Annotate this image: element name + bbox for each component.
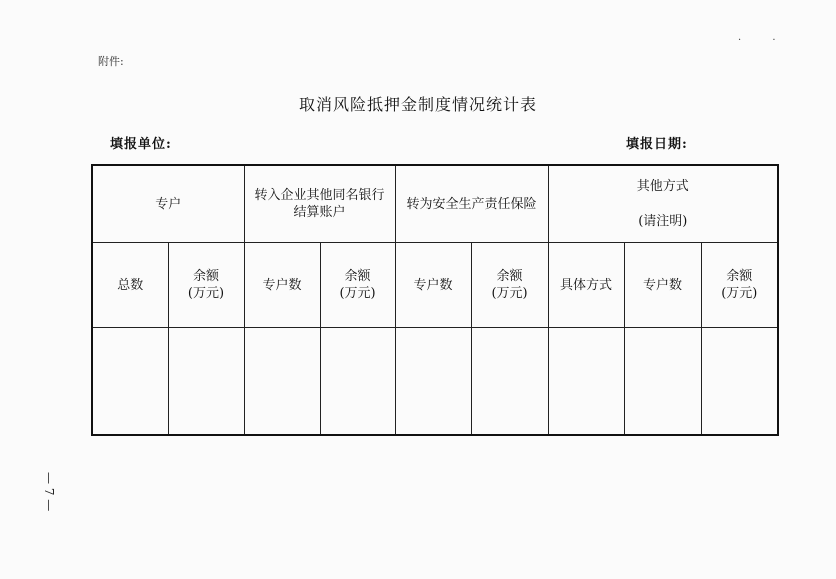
- page-number: [42, 472, 56, 511]
- data-cell[interactable]: [395, 328, 471, 436]
- fill-date-label: 填报日期:: [626, 137, 688, 152]
- sub-header-row: [92, 243, 778, 328]
- subheader-cell: 余额 (万元): [168, 243, 244, 328]
- subheader-cell: 专户数: [624, 243, 701, 328]
- subheader-cell: 专户数: [244, 243, 320, 328]
- other-methods-note: (请注明): [638, 214, 688, 229]
- data-cell[interactable]: [168, 328, 244, 436]
- data-cell[interactable]: [92, 328, 168, 436]
- group-transfer-account: 转入企业其他同名银行结算账户: [244, 165, 395, 243]
- subheader-cell: 专户数: [395, 243, 471, 328]
- fill-unit-label: 填报单位:: [110, 137, 172, 152]
- group-header-row: [92, 165, 778, 243]
- corner-marks: · ·: [738, 35, 790, 46]
- subheader-cell: 余额 (万元): [701, 243, 778, 328]
- subheader-cell: 余额 (万元): [471, 243, 548, 328]
- data-cell[interactable]: [320, 328, 395, 436]
- group-special-account: 专户: [92, 165, 244, 243]
- data-cell[interactable]: [548, 328, 624, 436]
- page-number-text: — 7 —: [42, 472, 56, 512]
- subheader-cell: 余额 (万元): [320, 243, 395, 328]
- group-other-methods: [548, 165, 778, 243]
- group-insurance: 转为安全生产责任保险: [395, 165, 548, 243]
- data-cell[interactable]: [471, 328, 548, 436]
- data-cell[interactable]: [624, 328, 701, 436]
- data-row: [92, 328, 778, 436]
- attachment-label: 附件:: [98, 55, 124, 68]
- subheader-cell: 具体方式: [548, 243, 624, 328]
- data-cell[interactable]: [244, 328, 320, 436]
- subheader-cell: 总数: [92, 243, 168, 328]
- page-title: 取消风险抵押金制度情况统计表: [298, 95, 537, 114]
- other-methods-label: 其他方式: [636, 179, 689, 194]
- data-cell[interactable]: [701, 328, 778, 436]
- statistics-table: [91, 164, 779, 436]
